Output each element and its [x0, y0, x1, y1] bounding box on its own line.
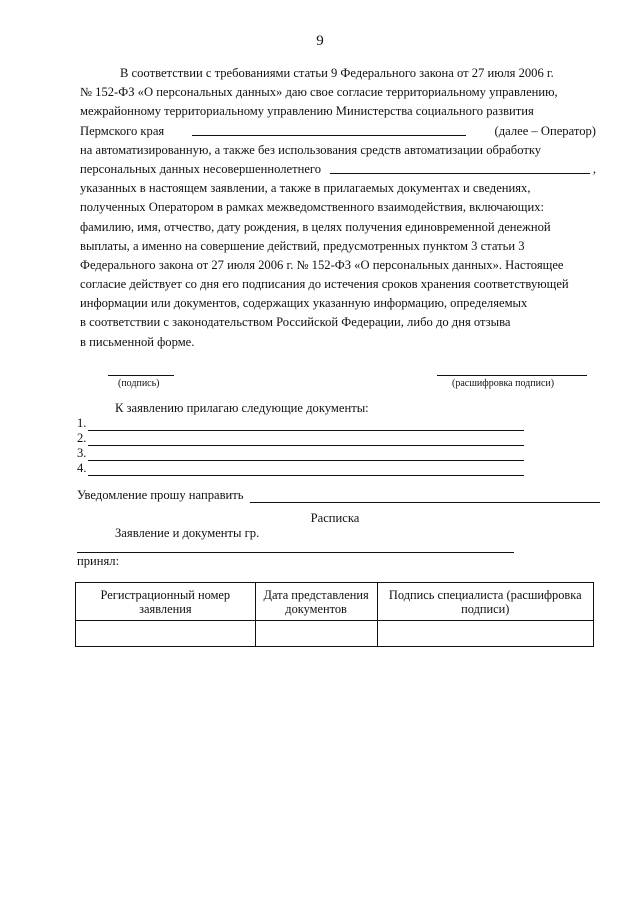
consent-paragraph — [80, 64, 596, 352]
consent-text: в письменной форме. — [80, 334, 195, 349]
consent-text: В соответствии с требованиями статьи 9 Федерального закона от 27 июля 2006 г. — [120, 66, 554, 80]
date-cell[interactable] — [255, 621, 377, 647]
attachment-item[interactable] — [77, 431, 524, 446]
attachment-item[interactable] — [77, 416, 524, 431]
attachment-field[interactable] — [88, 448, 524, 461]
applicant-name-field[interactable] — [77, 552, 514, 553]
attachments-heading: К заявлению прилагаю следующие документы: — [115, 401, 369, 415]
operator-name-field[interactable] — [192, 122, 466, 136]
column-header-reg-number: Регистрационный номер заявления — [76, 583, 256, 621]
attachment-field[interactable] — [88, 433, 524, 446]
signature-decode-line[interactable] — [437, 375, 587, 376]
consent-line — [80, 83, 596, 102]
consent-text: Пермского края — [80, 123, 165, 138]
minor-name-field[interactable] — [330, 160, 590, 174]
notice-row — [77, 488, 600, 503]
consent-line — [80, 237, 596, 256]
receipt-title: Расписка — [310, 511, 360, 525]
consent-text: указанных в настоящем заявлении, а также в прилагаемых документах и сведениях, — [80, 181, 531, 196]
consent-text: полученных Оператором в рамках межведомственного взаимодействия, включающих: — [80, 200, 544, 215]
consent-line — [80, 64, 596, 83]
registration-table — [75, 582, 594, 647]
attachment-field[interactable] — [88, 418, 524, 431]
consent-line — [80, 333, 596, 352]
consent-line — [80, 218, 596, 237]
notice-label: Уведомление прошу направить — [77, 488, 244, 502]
consent-line — [80, 256, 596, 275]
table-row — [76, 621, 594, 647]
signature-decode-caption: (расшифровка подписи) — [452, 378, 555, 389]
consent-line — [80, 102, 596, 121]
column-header-specialist-signature: Подпись специалиста (расшифровка подписи) — [377, 583, 593, 621]
consent-text: информации или документов, содержащих указанную информацию, определяемых — [80, 296, 528, 311]
attachment-item[interactable] — [77, 461, 524, 476]
notice-address-field[interactable] — [250, 490, 600, 503]
receipt-text: Заявление и документы гр. — [115, 526, 260, 540]
attachment-number: 2. — [77, 431, 87, 445]
attachment-number: 1. — [77, 416, 87, 430]
consent-text: межрайонному территориальному управлению Министерства социального развития — [80, 104, 534, 119]
attachment-number: 3. — [77, 446, 87, 460]
consent-text: Федерального закона от 27 июля 2006 г. № 152-ФЗ «О персональных данных». Настоящее — [80, 257, 564, 272]
signature-caption: (подпись) — [118, 378, 160, 389]
consent-line — [80, 313, 596, 332]
consent-line — [80, 122, 596, 141]
consent-line — [80, 294, 596, 313]
consent-text: на автоматизированную, а также без использования средств автоматизации обработку — [80, 142, 542, 157]
attachment-number: 4. — [77, 461, 87, 475]
page-number: 9 — [316, 33, 324, 49]
consent-text: , — [592, 161, 596, 176]
specialist-signature-cell[interactable] — [377, 621, 593, 647]
table-header-row — [76, 583, 594, 621]
consent-line — [80, 198, 596, 217]
consent-text: № 152-ФЗ «О персональных данных» даю свое согласие территориальному управлению, — [80, 85, 558, 100]
consent-line — [80, 141, 596, 160]
consent-line — [80, 160, 596, 179]
received-label: принял: — [77, 554, 120, 568]
reg-number-cell[interactable] — [76, 621, 256, 647]
consent-text: в соответствии с законодательством Российской Федерации, либо до дня отзыва — [80, 315, 511, 330]
consent-line — [80, 179, 596, 198]
attachment-item[interactable] — [77, 446, 524, 461]
signature-line[interactable] — [108, 375, 174, 376]
consent-line — [80, 275, 596, 294]
consent-text: (далее – Оператор) — [494, 123, 596, 138]
consent-text: выплаты, а именно на совершение действий, предусмотренных пунктом 3 статьи 3 — [80, 238, 525, 253]
column-header-date: Дата представления документов — [255, 583, 377, 621]
consent-text: согласие действует со дня его подписания до истечения сроков хранения соответствующей — [80, 277, 569, 292]
attachment-field[interactable] — [88, 463, 524, 476]
consent-text: персональных данных несовершеннолетнего — [80, 161, 322, 176]
consent-text: фамилию, имя, отчество, дату рождения, в целях получения единовременной денежной — [80, 219, 551, 234]
